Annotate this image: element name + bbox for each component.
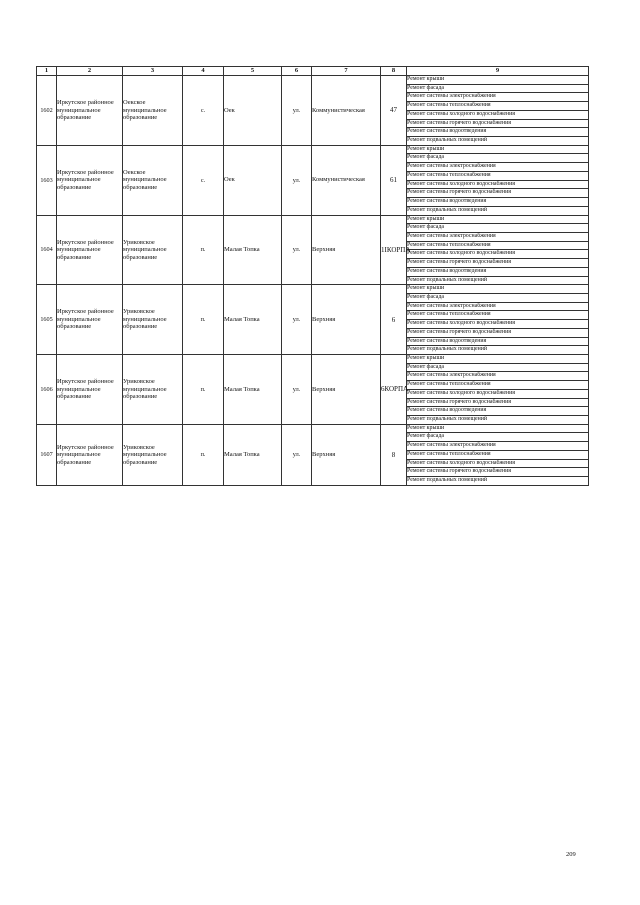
repair-work-item: Ремонт крыши <box>407 355 589 364</box>
municipality-name: Уриковское муниципальное образование <box>123 285 183 355</box>
repair-work-item: Ремонт системы теплоснабжения <box>407 381 589 390</box>
street-name: Коммунистическая <box>312 145 381 215</box>
table-body <box>37 76 589 486</box>
page-number: 209 <box>566 851 576 858</box>
repair-work-item: Ремонт системы электроснабжения <box>407 163 589 172</box>
street-name: Верхняя <box>312 215 381 285</box>
street-type: ул. <box>282 215 312 285</box>
settlement-type: п. <box>183 424 224 485</box>
repair-work-item: Ремонт системы холодного водоснабжения <box>407 459 589 468</box>
header-cell-5: 5 <box>224 67 282 76</box>
repair-work-item: Ремонт системы холодного водоснабжения <box>407 180 589 189</box>
repair-work-item: Ремонт системы водоотведения <box>407 198 589 207</box>
district-name: Иркутское районное муниципальное образование <box>57 76 123 146</box>
municipality-name: Оекское муниципальное образование <box>123 145 183 215</box>
record-number: 1605 <box>37 285 57 355</box>
repair-work-item: Ремонт системы электроснабжения <box>407 442 589 451</box>
repair-work-item: Ремонт системы теплоснабжения <box>407 171 589 180</box>
record-number: 1604 <box>37 215 57 285</box>
district-name: Иркутское районное муниципальное образование <box>57 215 123 285</box>
record-number: 1602 <box>37 76 57 146</box>
table-row <box>37 285 589 294</box>
street-type: ул. <box>282 76 312 146</box>
repair-work-item: Ремонт фасада <box>407 224 589 233</box>
district-name: Иркутское районное муниципальное образование <box>57 285 123 355</box>
repair-work-item: Ремонт крыши <box>407 215 589 224</box>
house-number: 47 <box>381 76 407 146</box>
repair-work-item: Ремонт системы горячего водоснабжения <box>407 328 589 337</box>
repair-work-item: Ремонт системы горячего водоснабжения <box>407 398 589 407</box>
municipality-name: Уриковское муниципальное образование <box>123 215 183 285</box>
header-cell-8: 8 <box>381 67 407 76</box>
repair-work-item: Ремонт системы горячего водоснабжения <box>407 119 589 128</box>
municipality-name: Уриковское муниципальное образование <box>123 355 183 425</box>
settlement-name: Оек <box>224 145 282 215</box>
street-type: ул. <box>282 424 312 485</box>
street-name: Верхняя <box>312 424 381 485</box>
header-cell-6: 6 <box>282 67 312 76</box>
repair-work-item: Ремонт системы горячего водоснабжения <box>407 468 589 477</box>
street-name: Верхняя <box>312 355 381 425</box>
repair-work-item: Ремонт фасада <box>407 154 589 163</box>
street-type: ул. <box>282 355 312 425</box>
repair-work-item: Ремонт крыши <box>407 285 589 294</box>
table-row <box>37 215 589 224</box>
repair-work-item: Ремонт подвальных помещений <box>407 416 589 425</box>
record-number: 1603 <box>37 145 57 215</box>
settlement-type: п. <box>183 215 224 285</box>
repair-work-item: Ремонт подвальных помещений <box>407 206 589 215</box>
repair-work-item: Ремонт системы горячего водоснабжения <box>407 189 589 198</box>
header-row <box>37 67 589 76</box>
settlement-type: с. <box>183 76 224 146</box>
record-number: 1607 <box>37 424 57 485</box>
header-cell-1: 1 <box>37 67 57 76</box>
repair-work-item: Ремонт системы теплоснабжения <box>407 241 589 250</box>
street-name: Коммунистическая <box>312 76 381 146</box>
settlement-type: п. <box>183 285 224 355</box>
settlement-name: Малая Топка <box>224 285 282 355</box>
repair-work-item: Ремонт системы холодного водоснабжения <box>407 389 589 398</box>
repair-work-item: Ремонт крыши <box>407 145 589 154</box>
settlement-name: Малая Топка <box>224 424 282 485</box>
header-cell-4: 4 <box>183 67 224 76</box>
settlement-type: п. <box>183 355 224 425</box>
repair-work-item: Ремонт подвальных помещений <box>407 276 589 285</box>
street-name: Верхняя <box>312 285 381 355</box>
repair-work-item: Ремонт фасада <box>407 433 589 442</box>
settlement-name: Малая Топка <box>224 215 282 285</box>
repair-register-table <box>36 66 589 486</box>
header-cell-2: 2 <box>57 67 123 76</box>
district-name: Иркутское районное муниципальное образование <box>57 424 123 485</box>
repair-work-item: Ремонт системы электроснабжения <box>407 372 589 381</box>
record-number: 1606 <box>37 355 57 425</box>
header-cell-3: 3 <box>123 67 183 76</box>
district-name: Иркутское районное муниципальное образование <box>57 145 123 215</box>
repair-work-item: Ремонт подвальных помещений <box>407 477 589 486</box>
repair-work-item: Ремонт системы холодного водоснабжения <box>407 250 589 259</box>
repair-work-item: Ремонт системы водоотведения <box>407 128 589 137</box>
repair-work-item: Ремонт фасада <box>407 293 589 302</box>
repair-work-item: Ремонт системы горячего водоснабжения <box>407 259 589 268</box>
repair-work-item: Ремонт системы электроснабжения <box>407 232 589 241</box>
street-type: ул. <box>282 285 312 355</box>
repair-work-item: Ремонт системы водоотведения <box>407 407 589 416</box>
table-row <box>37 76 589 85</box>
table-row <box>37 355 589 364</box>
repair-work-item: Ремонт системы электроснабжения <box>407 302 589 311</box>
house-number: 8 <box>381 424 407 485</box>
settlement-name: Оек <box>224 76 282 146</box>
repair-work-item: Ремонт фасада <box>407 84 589 93</box>
repair-work-item: Ремонт крыши <box>407 76 589 85</box>
house-number: 61 <box>381 145 407 215</box>
house-number: 6КОРПА <box>381 355 407 425</box>
settlement-name: Малая Топка <box>224 355 282 425</box>
repair-work-item: Ремонт системы теплоснабжения <box>407 102 589 111</box>
repair-work-item: Ремонт подвальных помещений <box>407 346 589 355</box>
repair-work-item: Ремонт системы водоотведения <box>407 337 589 346</box>
header-cell-7: 7 <box>312 67 381 76</box>
repair-work-item: Ремонт системы теплоснабжения <box>407 311 589 320</box>
table-row <box>37 424 589 433</box>
settlement-type: с. <box>183 145 224 215</box>
repair-work-item: Ремонт фасада <box>407 363 589 372</box>
municipality-name: Уриковское муниципальное образование <box>123 424 183 485</box>
repair-work-item: Ремонт системы теплоснабжения <box>407 450 589 459</box>
house-number: 1IКОРПА <box>381 215 407 285</box>
municipality-name: Оекское муниципальное образование <box>123 76 183 146</box>
repair-work-item: Ремонт системы холодного водоснабжения <box>407 320 589 329</box>
repair-work-item: Ремонт подвальных помещений <box>407 137 589 146</box>
repair-work-item: Ремонт системы холодного водоснабжения <box>407 110 589 119</box>
repair-work-item: Ремонт крыши <box>407 424 589 433</box>
district-name: Иркутское районное муниципальное образование <box>57 355 123 425</box>
header-cell-9: 9 <box>407 67 589 76</box>
house-number: 6 <box>381 285 407 355</box>
street-type: ул. <box>282 145 312 215</box>
repair-work-item: Ремонт системы электроснабжения <box>407 93 589 102</box>
table-row <box>37 145 589 154</box>
repair-work-item: Ремонт системы водоотведения <box>407 267 589 276</box>
